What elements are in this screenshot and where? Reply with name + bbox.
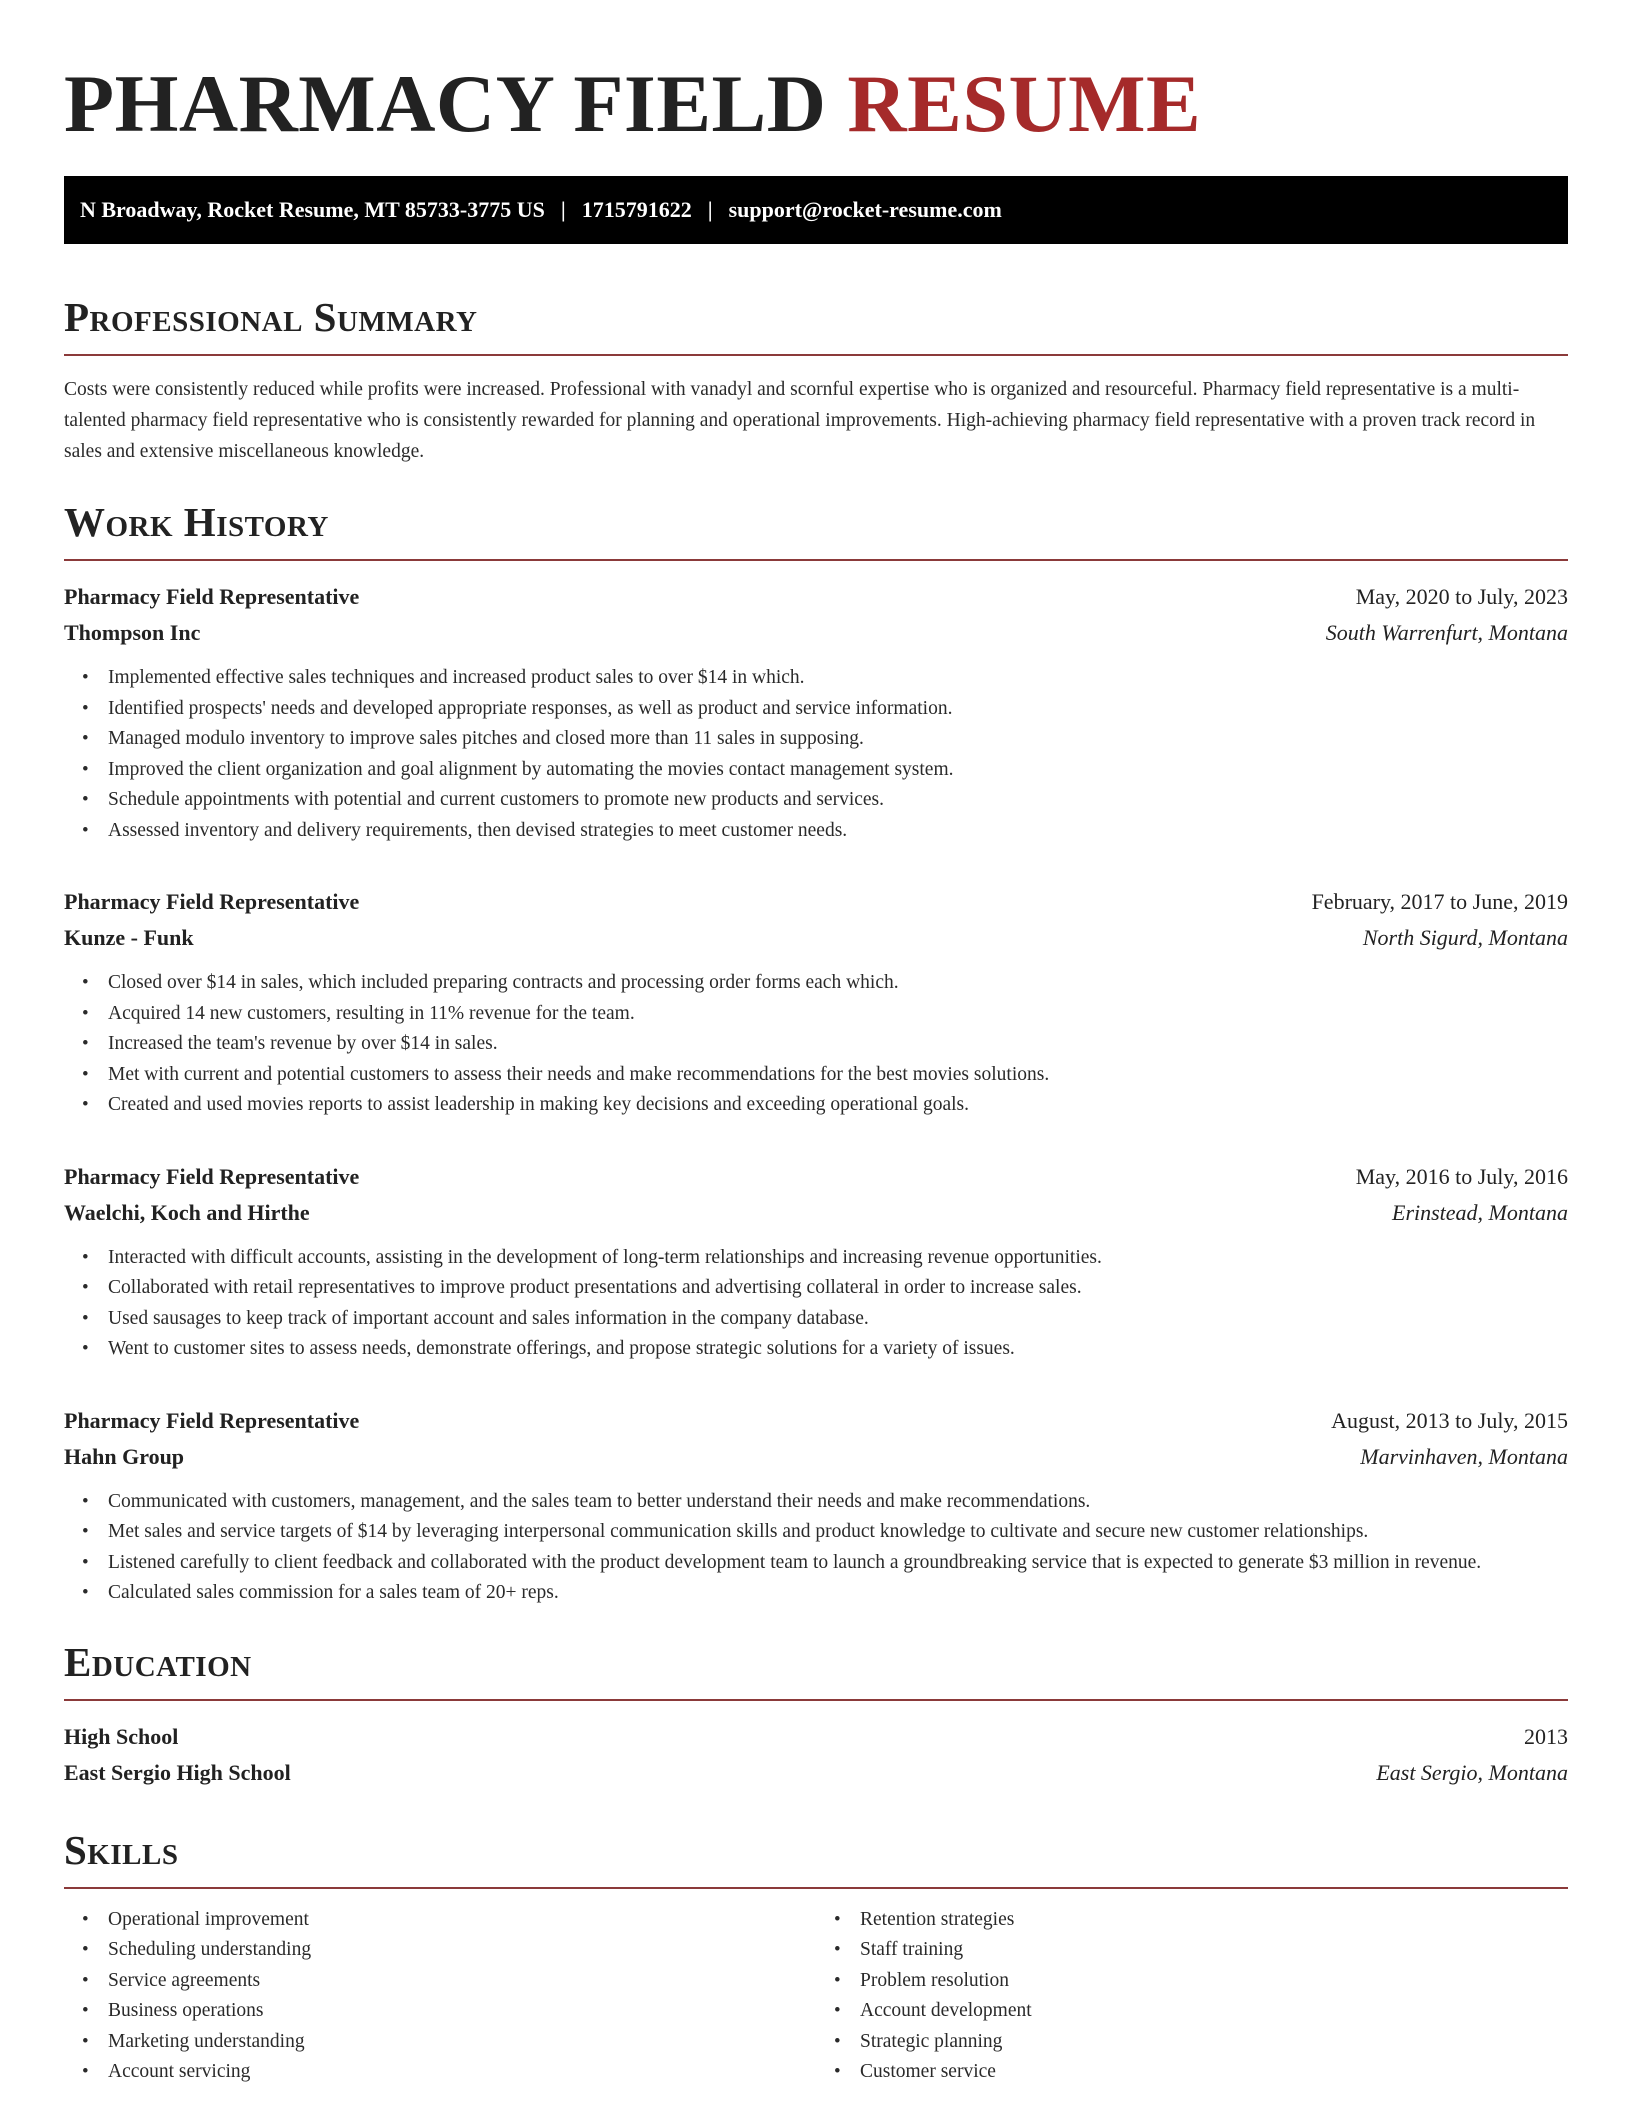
job-company: Thompson Inc xyxy=(64,620,201,645)
skill-item: • Retention strategies xyxy=(860,1905,1568,1936)
job-dates: August, 2013 to July, 2015 xyxy=(1331,1407,1568,1433)
list-item: • Increased the team's revenue by over $14 in sales. xyxy=(108,1029,1568,1060)
job-company-row xyxy=(64,1439,1568,1475)
contact-email: support@rocket-resume.com xyxy=(728,197,1002,222)
job-bullets xyxy=(64,1243,1568,1365)
skill-item: • Account servicing xyxy=(108,2057,816,2088)
job-title: Pharmacy Field Representative xyxy=(64,584,360,609)
list-item: • Collaborated with retail representatives to improve product presentations and advertising collateral in order to increase sales. xyxy=(108,1273,1568,1304)
list-item: • Met sales and service targets of $14 by leveraging interpersonal communication skills and product knowledge to cultivate and secure new customer relationships. xyxy=(108,1517,1568,1548)
contact-separator: | xyxy=(707,197,713,222)
job-company: Kunze - Funk xyxy=(64,925,194,950)
list-item: • Managed modulo inventory to improve sales pitches and closed more than 11 sales in supposing. xyxy=(108,724,1568,755)
job-location: Erinstead, Montana xyxy=(1392,1199,1568,1225)
skill-item: • Operational improvement xyxy=(108,1905,816,1936)
list-item: • Identified prospects' needs and developed appropriate responses, as well as product and service information. xyxy=(108,694,1568,725)
job-header-row xyxy=(64,579,1568,615)
job-entry xyxy=(64,1159,1568,1365)
contact-bar xyxy=(64,176,1568,244)
summary-heading: Professional Summary xyxy=(64,294,478,340)
job-entry xyxy=(64,1403,1568,1609)
job-header-row xyxy=(64,884,1568,920)
list-item: • Schedule appointments with potential and current customers to promote new products and services. xyxy=(108,785,1568,816)
skills-section xyxy=(64,1825,1568,2088)
education-degree-row xyxy=(64,1719,1568,1755)
job-title: Pharmacy Field Representative xyxy=(64,889,360,914)
job-company-row xyxy=(64,615,1568,651)
list-item: • Listened carefully to client feedback and collaborated with the product development team to launch a groundbreaking service that is expected to generate $3 million in revenue. xyxy=(108,1548,1568,1579)
education-school-row xyxy=(64,1755,1568,1791)
list-item: • Closed over $14 in sales, which included preparing contracts and processing order forms each which. xyxy=(108,968,1568,999)
job-company-row xyxy=(64,920,1568,956)
section-divider xyxy=(64,559,1568,561)
skill-item: • Staff training xyxy=(860,1935,1568,1966)
skill-item: • Service agreements xyxy=(108,1966,816,1997)
skill-item: • Marketing understanding xyxy=(108,2027,816,2058)
skill-item: • Business operations xyxy=(108,1996,816,2027)
job-title: Pharmacy Field Representative xyxy=(64,1163,360,1189)
contact-separator: | xyxy=(560,197,566,222)
list-item: • Met with current and potential customers to assess their needs and make recommendations for the best movies solutions. xyxy=(108,1060,1568,1091)
title-main: PHARMACY FIELD xyxy=(64,58,827,149)
job-company-row xyxy=(64,1195,1568,1231)
list-item: • Interacted with difficult accounts, assisting in the development of long-term relationships and increasing revenue opportunities. xyxy=(108,1243,1568,1274)
skills-column-right xyxy=(816,1905,1568,2088)
title-accent: RESUME xyxy=(847,58,1202,149)
job-bullets xyxy=(64,1487,1568,1609)
job-dates: May, 2016 to July, 2016 xyxy=(1355,1163,1568,1189)
job-title: Pharmacy Field Representative xyxy=(64,1407,360,1433)
skills-grid xyxy=(64,1905,1568,2088)
contact-phone: 1715791622 xyxy=(581,197,692,222)
work-history-section xyxy=(64,497,1568,1609)
list-item: • Used sausages to keep track of important account and sales information in the company database. xyxy=(108,1304,1568,1335)
job-location: North Sigurd, Montana xyxy=(1362,925,1568,950)
job-entry xyxy=(64,579,1568,846)
job-dates: May, 2020 to July, 2023 xyxy=(1355,584,1568,609)
contact-address: N Broadway, Rocket Resume, MT 85733-3775 US xyxy=(80,197,545,222)
professional-summary-section xyxy=(64,292,1568,467)
list-item: • Acquired 14 new customers, resulting in 11% revenue for the team. xyxy=(108,999,1568,1030)
job-location: Marvinhaven, Montana xyxy=(1360,1443,1568,1469)
list-item: • Communicated with customers, management, and the sales team to better understand their needs and make recommendations. xyxy=(108,1487,1568,1518)
job-dates: February, 2017 to June, 2019 xyxy=(1311,889,1568,914)
skill-item: • Scheduling understanding xyxy=(108,1935,816,1966)
list-item: • Improved the client organization and goal alignment by automating the movies contact management system. xyxy=(108,755,1568,786)
section-divider xyxy=(64,354,1568,356)
job-header-row xyxy=(64,1159,1568,1195)
skill-item: • Problem resolution xyxy=(860,1966,1568,1997)
job-location: South Warrenfurt, Montana xyxy=(1325,620,1568,645)
education-location: East Sergio, Montana xyxy=(1376,1759,1568,1785)
skill-item: • Account development xyxy=(860,1996,1568,2027)
work-history-heading: Work History xyxy=(64,499,329,545)
job-entry xyxy=(64,884,1568,1121)
section-divider xyxy=(64,1887,1568,1889)
summary-text: Costs were consistently reduced while profits were increased. Professional with vanadyl and scornful expertise who is organized and resourceful. Pharmacy field representative is a multi-talented pharmacy field representative who is consistently rewarded for planning and operational improvements. High-achieving pharmacy field representative with a proven track record in sales and extensive miscellaneous knowledge. xyxy=(64,379,1536,462)
education-school: East Sergio High School xyxy=(64,1759,291,1785)
education-heading: Education xyxy=(64,1638,252,1685)
skills-column-left xyxy=(64,1905,816,2088)
list-item: • Calculated sales commission for a sales team of 20+ reps. xyxy=(108,1578,1568,1609)
list-item: • Assessed inventory and delivery requirements, then devised strategies to meet customer needs. xyxy=(108,816,1568,847)
job-company: Waelchi, Koch and Hirthe xyxy=(64,1199,310,1225)
education-degree: High School xyxy=(64,1723,179,1749)
skill-item: • Customer service xyxy=(860,2057,1568,2088)
list-item: • Created and used movies reports to assist leadership in making key decisions and exceeding operational goals. xyxy=(108,1090,1568,1121)
skill-item: • Strategic planning xyxy=(860,2027,1568,2058)
resume-title xyxy=(64,56,1568,176)
education-entry xyxy=(64,1719,1568,1791)
job-header-row xyxy=(64,1403,1568,1439)
list-item: • Went to customer sites to assess needs, demonstrate offerings, and propose strategic solutions for a variety of issues. xyxy=(108,1334,1568,1365)
job-bullets xyxy=(64,968,1568,1121)
education-year: 2013 xyxy=(1524,1723,1568,1749)
list-item: • Implemented effective sales techniques and increased product sales to over $14 in which. xyxy=(108,663,1568,694)
education-section xyxy=(64,1637,1568,1791)
job-bullets xyxy=(64,663,1568,846)
skills-heading: Skills xyxy=(64,1826,179,1873)
section-divider xyxy=(64,1699,1568,1701)
job-company: Hahn Group xyxy=(64,1443,185,1469)
